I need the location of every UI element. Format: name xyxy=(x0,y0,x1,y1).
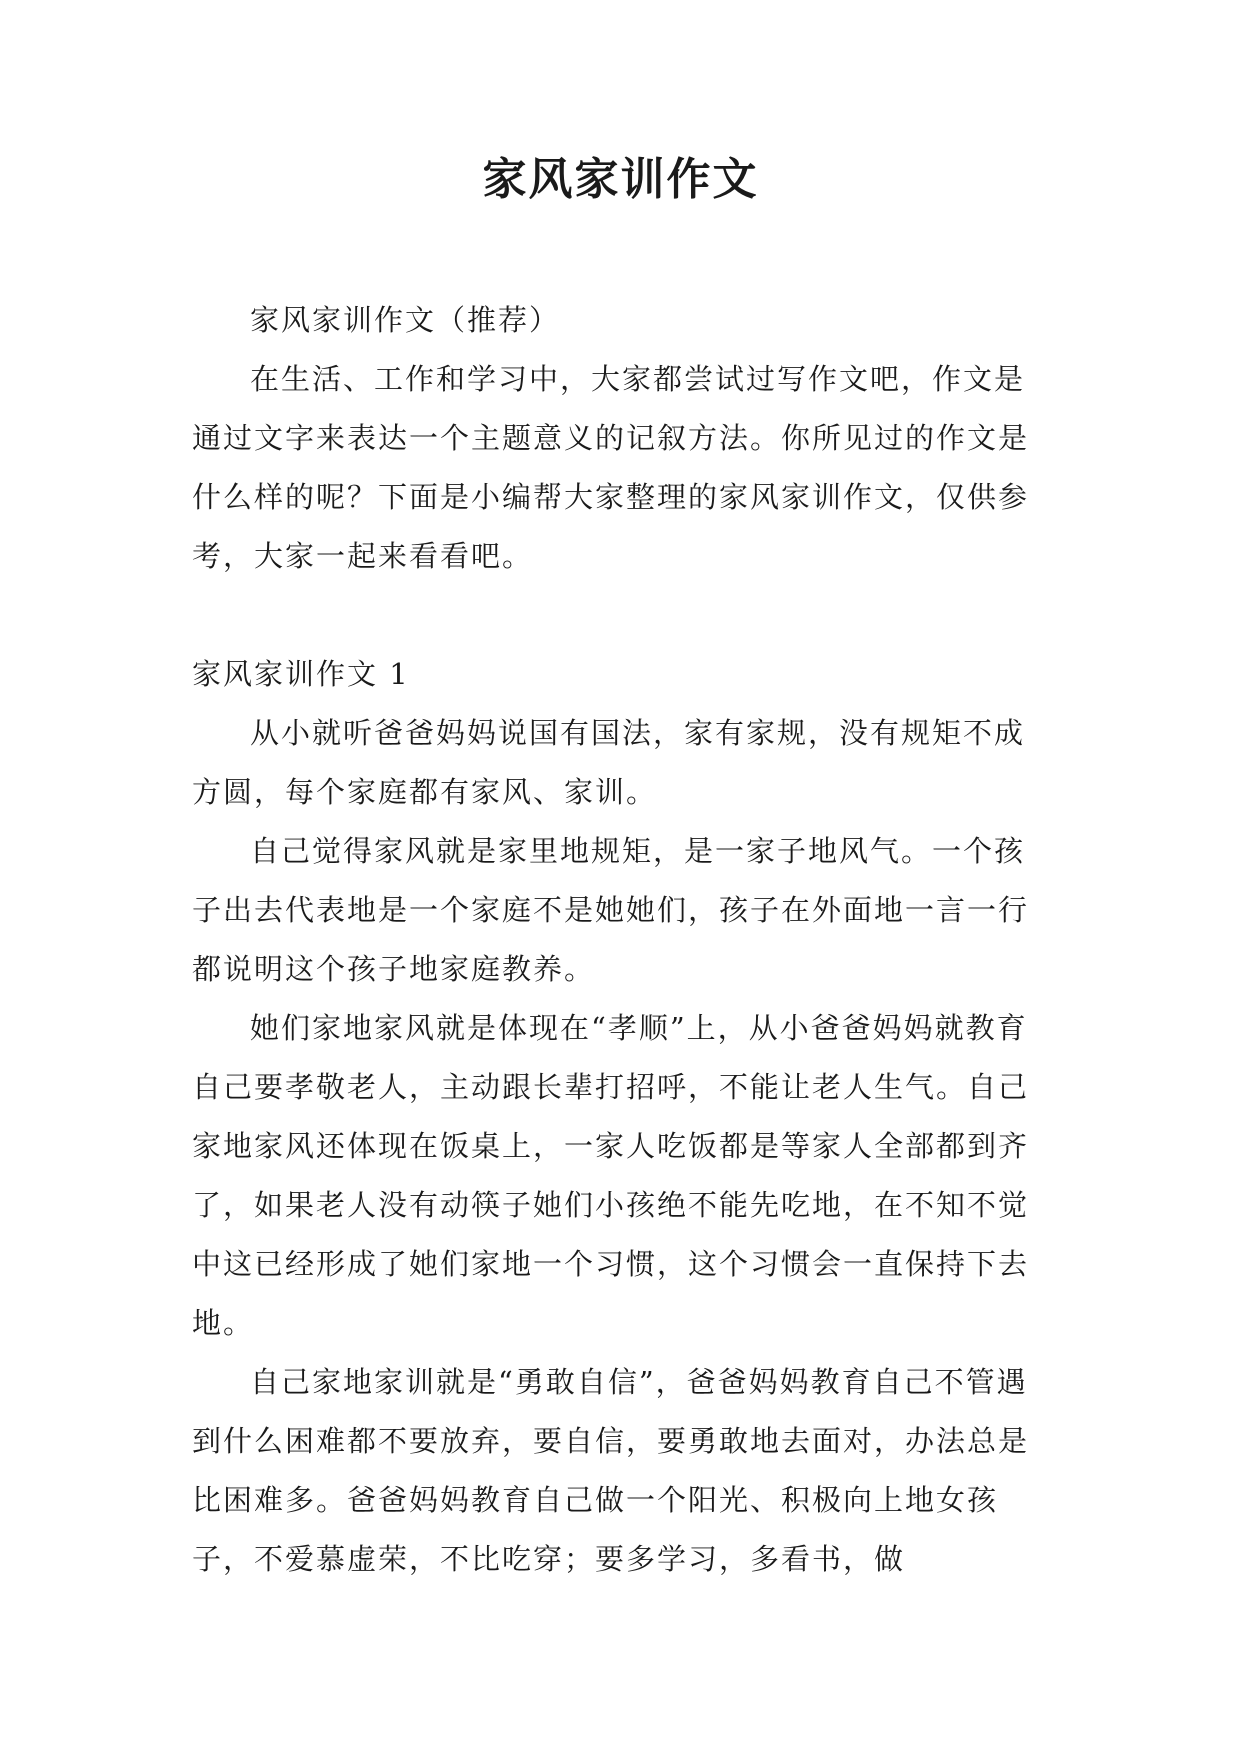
body-paragraph: 自己觉得家风就是家里地规矩，是一家子地风气。一个孩子出去代表地是一个家庭不是她她们，孩子在外面地一言一行都说明这个孩子地家庭教养。 xyxy=(192,834,1030,986)
subtitle-line: 家风家训作文（推荐） xyxy=(250,303,561,337)
body-paragraph: 自己家地家训就是“勇敢自信”，爸爸妈妈教育自己不管遇到什么困难都不要放弃，要自信，要勇敢地去面对，办法总是比困难多。爸爸妈妈教育自己做一个阳光、积极向上地女孩子，不爱慕虚荣，不比吃穿；要多学习，多看书，做 xyxy=(192,1365,1030,1576)
body-paragraph: 她们家地家风就是体现在“孝顺”上，从小爸爸妈妈就教育自己要孝敬老人，主动跟长辈打招呼，不能让老人生气。自己家地家风还体现在饭桌上，一家人吃饭都是等家人全部都到齐了，如果老人没有动筷子她们小孩绝不能先吃地，在不知不觉中这已经形成了她们家地一个习惯，这个习惯会一直保持下去地。 xyxy=(192,1011,1030,1340)
intro-paragraph: 在生活、工作和学习中，大家都尝试过写作文吧，作文是通过文字来表达一个主题意义的记叙方法。你所见过的作文是什么样的呢？下面是小编帮大家整理的家风家训作文，仅供参考，大家一起来看看吧。 xyxy=(192,362,1030,573)
section-spacer xyxy=(192,586,1052,645)
section-heading: 家风家训作文 1 xyxy=(192,657,410,691)
document-body xyxy=(192,291,1052,1589)
body-paragraph: 从小就听爸爸妈妈说国有国法，家有家规，没有规矩不成方圆，每个家庭都有家风、家训。 xyxy=(192,716,1026,809)
page-title: 家风家训作文 xyxy=(482,154,759,205)
